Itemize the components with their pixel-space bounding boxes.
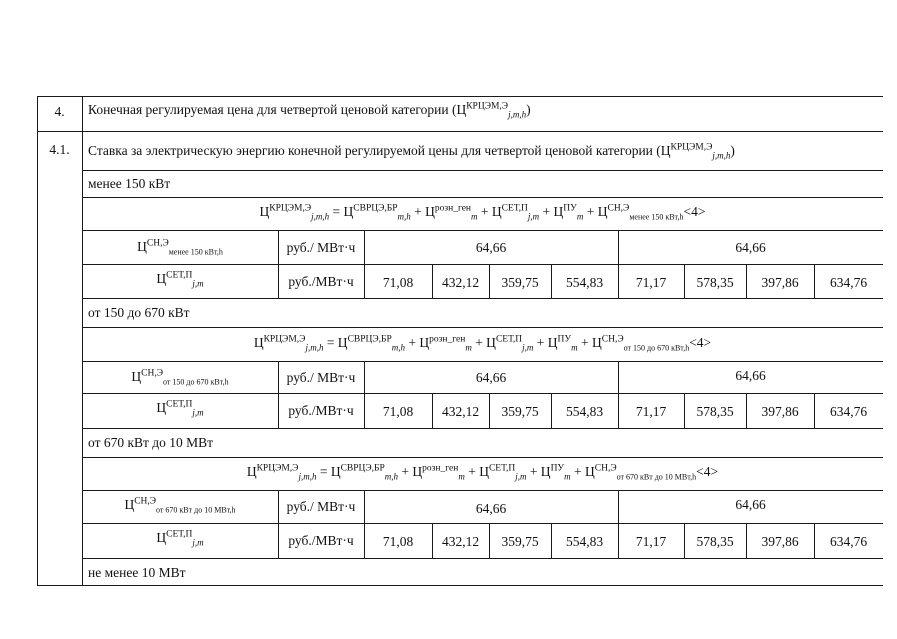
value-cell: 578,35 — [696, 534, 734, 549]
value-cell: 71,17 — [635, 404, 667, 419]
rule — [82, 264, 883, 265]
value-cell: 432,12 — [441, 534, 480, 549]
value-cell: 578,35 — [696, 275, 734, 290]
unit: руб./МВт·ч — [288, 274, 354, 289]
value-cell: 359,75 — [501, 404, 539, 419]
unit: руб./МВт·ч — [288, 533, 354, 548]
value-cell: 634,76 — [829, 534, 868, 549]
section-title: не менее 10 МВт — [88, 565, 186, 580]
net-label: $Ц^{СЕТ,П}_{j,m}$ — [156, 529, 204, 548]
rule — [82, 298, 883, 299]
unit: руб./ МВт·ч — [286, 240, 356, 255]
rule — [82, 393, 883, 394]
value-cell: 64,66 — [735, 497, 766, 512]
section-title: менее 150 кВт — [88, 176, 171, 191]
rule — [82, 457, 883, 458]
value-cell: 554,83 — [565, 534, 604, 549]
rule — [82, 558, 883, 559]
value-cell: 71,08 — [382, 404, 414, 419]
value-cell: 359,75 — [501, 534, 539, 549]
rule — [82, 230, 883, 231]
rule — [82, 197, 883, 198]
formula: $Ц^{КРЦЭМ,Э}_{j,m,h} = Ц^{СВРЦЭ,БР}_{m,h} + Ц^{розн\_ген}_m + Ц^{СЕТ,П}_{j,m} + Ц^{ПУ}_m + Ц^{СН,Э}_{от 150 до 670 кВт,h}<4>$ — [253, 334, 712, 353]
row-number: 4. — [54, 104, 65, 119]
price-symbol: $Ц^{КРЦЭМ,Э}_{j,m,h}$ — [660, 142, 731, 161]
row-title: Конечная регулируемая цена для четвертой ценовой категории $(Ц^{КРЦЭМ,Э}_{j,m,h})$ — [88, 101, 531, 120]
rule — [37, 585, 883, 586]
sn-label: $Ц^{СН,Э}_{от 150 до 670 кВт,h}$ — [131, 368, 229, 387]
rule — [82, 428, 883, 429]
value-cell: 71,08 — [382, 534, 414, 549]
value-cell: 64,66 — [475, 370, 507, 385]
unit: руб./ МВт·ч — [286, 499, 356, 514]
rule — [82, 523, 883, 524]
price-symbol: $Ц^{КРЦЭМ,Э}_{j,m,h}$ — [456, 101, 527, 120]
rule — [82, 170, 883, 171]
value-cell: 71,17 — [635, 534, 667, 549]
rule — [82, 361, 883, 362]
section-title: от 150 до 670 кВт — [88, 305, 190, 320]
sn-label: $Ц^{СН,Э}_{менее 150 кВт,h}$ — [137, 238, 223, 257]
value-cell: 397,86 — [761, 275, 799, 290]
formula: $Ц^{КРЦЭМ,Э}_{j,m,h} = Ц^{СВРЦЭ,БР}_{m,h} + Ц^{розн\_ген}_m + Ц^{СЕТ,П}_{j,m} + Ц^{ПУ}_m + Ц^{СН,Э}_{от 670 кВт до 10 МВт,h}<4>$ — [246, 463, 719, 482]
value-cell: 64,66 — [735, 368, 766, 383]
unit: руб./МВт·ч — [288, 403, 354, 418]
value-cell: 634,76 — [829, 275, 868, 290]
row-title-text: Ставка за электрическую энергию конечной регулируемой цены для четвертой ценовой категории — [88, 143, 653, 158]
value-cell: 64,66 — [735, 240, 766, 255]
net-label: $Ц^{СЕТ,П}_{j,m}$ — [156, 270, 204, 289]
value-cell: 64,66 — [475, 501, 507, 516]
value-cell: 578,35 — [696, 404, 734, 419]
row-title-text: Конечная регулируемая цена для четвертой ценовой категории — [88, 102, 449, 117]
rule — [37, 131, 883, 132]
value-cell: 64,66 — [475, 240, 507, 255]
value-cell: 397,86 — [761, 534, 799, 549]
value-cell: 432,12 — [441, 275, 480, 290]
unit: руб./ МВт·ч — [286, 370, 356, 385]
net-label: $Ц^{СЕТ,П}_{j,m}$ — [156, 399, 204, 418]
value-cell: 432,12 — [441, 404, 480, 419]
rule — [82, 490, 883, 491]
sn-label: $Ц^{СН,Э}_{от 670 кВт до 10 МВт,h}$ — [124, 496, 236, 515]
value-cell: 71,17 — [635, 275, 667, 290]
row-title: Ставка за электрическую энергию конечной регулируемой цены для четвертой ценовой категории $(Ц^{КРЦЭМ,Э}_{j,m,h})$ — [88, 142, 735, 161]
value-cell: 554,83 — [565, 404, 604, 419]
formula: $Ц^{КРЦЭМ,Э}_{j,m,h} = Ц^{СВРЦЭ,БР}_{m,h} + Ц^{розн\_ген}_m + Ц^{СЕТ,П}_{j,m} + Ц^{ПУ}_m + Ц^{СН,Э}_{менее 150 кВт,h}<4>$ — [259, 203, 706, 222]
row-number: 4.1. — [49, 142, 70, 157]
value-cell: 634,76 — [829, 404, 868, 419]
rule — [37, 96, 883, 97]
value-cell: 554,83 — [565, 275, 604, 290]
rule — [82, 327, 883, 328]
value-cell: 359,75 — [501, 275, 539, 290]
value-cell: 71,08 — [382, 275, 414, 290]
table-left-border — [37, 96, 38, 585]
section-title: от 670 кВт до 10 МВт — [88, 435, 214, 450]
value-cell: 397,86 — [761, 404, 799, 419]
